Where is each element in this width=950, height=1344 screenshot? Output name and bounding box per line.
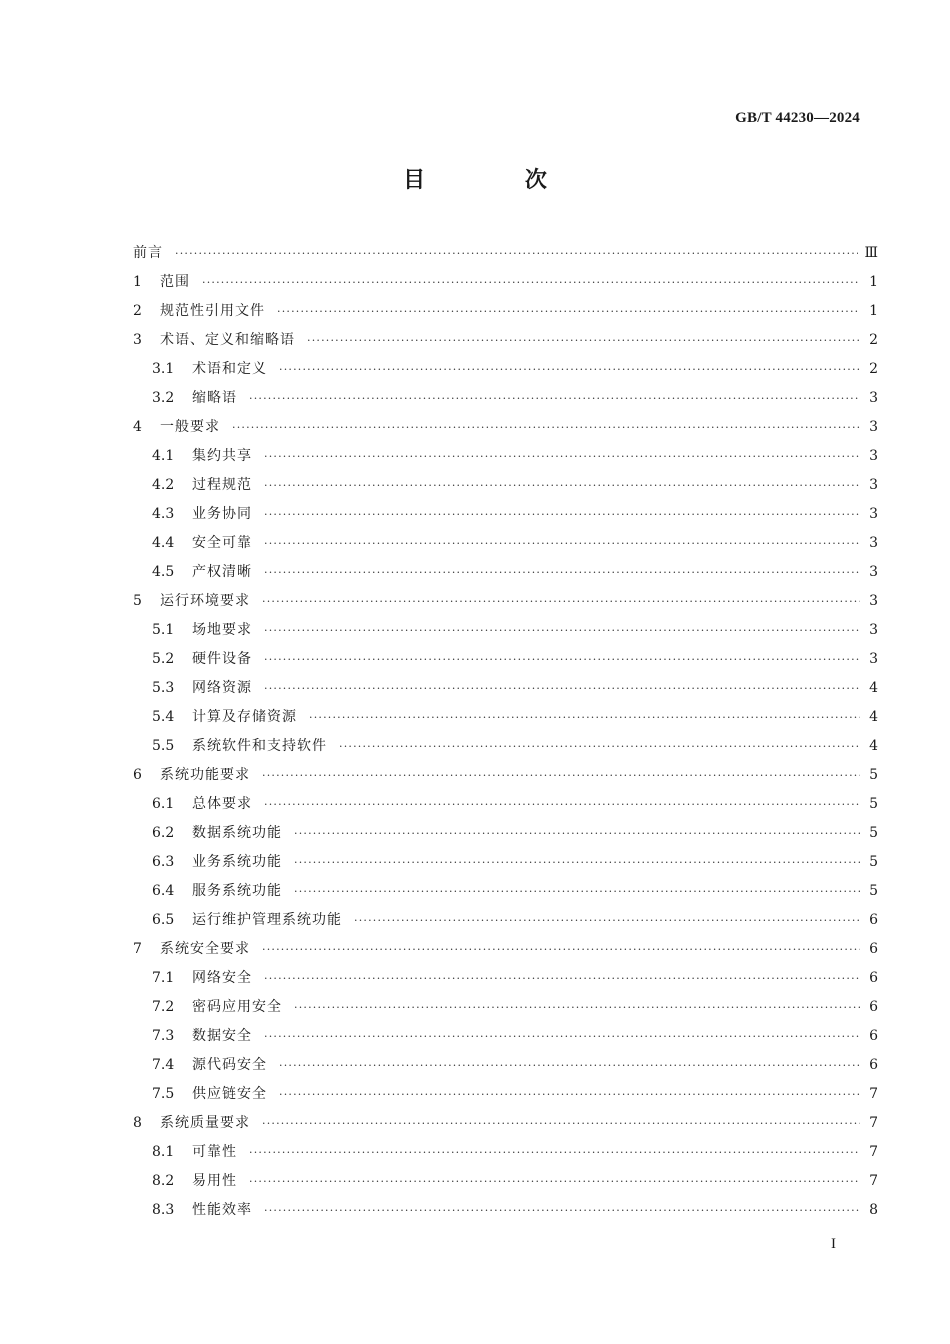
dot-leader	[279, 1051, 860, 1080]
toc-entry-label: 术语和定义	[192, 361, 267, 377]
toc-entry-label: 计算及存储资源	[192, 709, 297, 725]
toc-entry-page: 2	[869, 361, 878, 377]
toc-entry-label: 运行维护管理系统功能	[192, 912, 342, 928]
toc-entry[interactable]	[133, 355, 878, 384]
dot-leader	[294, 819, 860, 848]
toc-entry[interactable]	[133, 645, 878, 674]
toc-entry-label: 业务系统功能	[192, 854, 282, 870]
toc-entry[interactable]	[133, 877, 878, 906]
toc-entry-label: 供应链安全	[192, 1086, 267, 1102]
toc-entry-label: 性能效率	[192, 1202, 252, 1218]
dot-leader	[339, 732, 860, 761]
toc-entry-label: 密码应用安全	[192, 999, 282, 1015]
toc-entry-number: 6.4	[152, 883, 175, 899]
toc-entry[interactable]	[133, 993, 878, 1022]
dot-leader	[249, 384, 860, 413]
toc-entry-page: 7	[869, 1173, 878, 1189]
toc-entry-number: 7.2	[152, 999, 175, 1015]
toc-entry-number: 4.3	[152, 506, 175, 522]
toc-entry-number: 5.2	[152, 651, 175, 667]
toc-entry-page: 3	[869, 535, 878, 551]
toc-entry[interactable]	[133, 674, 878, 703]
toc-entry-page: 4	[869, 738, 878, 754]
toc-entry-page: 3	[869, 593, 878, 609]
toc-entry-number: 3.2	[152, 390, 175, 406]
toc-entry[interactable]	[133, 703, 878, 732]
toc-entry-page: 4	[869, 709, 878, 725]
toc-entry[interactable]	[133, 1080, 878, 1109]
dot-leader	[264, 1196, 860, 1225]
toc-entry-page: 8	[869, 1202, 878, 1218]
toc-entry[interactable]	[133, 1138, 878, 1167]
toc-entry-label: 安全可靠	[192, 535, 252, 551]
toc-entry-label: 缩略语	[192, 390, 237, 406]
toc-entry-page: 5	[869, 825, 878, 841]
dot-leader	[262, 587, 860, 616]
toc-entry-label: 数据系统功能	[192, 825, 282, 841]
dot-leader	[264, 1022, 860, 1051]
toc-entry-label: 前言	[133, 245, 163, 261]
toc-entry-page: 3	[869, 506, 878, 522]
dot-leader	[294, 848, 860, 877]
toc-entry[interactable]	[133, 1022, 878, 1051]
toc-entry-number: 8.3	[152, 1202, 175, 1218]
toc-entry-label: 产权清晰	[192, 564, 252, 580]
toc-entry[interactable]	[133, 413, 878, 442]
toc-entry-label: 系统软件和支持软件	[192, 738, 327, 754]
toc-entry-page: 3	[869, 390, 878, 406]
toc-entry[interactable]	[133, 558, 878, 587]
toc-entry-label: 术语、定义和缩略语	[160, 332, 295, 348]
dot-leader	[264, 645, 860, 674]
toc-entry-label: 系统安全要求	[160, 941, 250, 957]
toc-entry-page: 3	[869, 477, 878, 493]
toc-entry-page: 5	[869, 854, 878, 870]
toc-entry-label: 总体要求	[192, 796, 252, 812]
toc-entry[interactable]	[133, 1051, 878, 1080]
dot-leader	[264, 500, 860, 529]
toc-entry-label: 场地要求	[192, 622, 252, 638]
toc-entry[interactable]	[133, 935, 878, 964]
toc-entry-page: 1	[869, 274, 878, 290]
toc-entry-number: 5.3	[152, 680, 175, 696]
dot-leader	[249, 1138, 860, 1167]
toc-entry-label: 系统功能要求	[160, 767, 250, 783]
toc-entry[interactable]	[133, 1196, 878, 1225]
toc-entry-number: 6.5	[152, 912, 175, 928]
toc-entry-label: 网络资源	[192, 680, 252, 696]
dot-leader	[307, 326, 860, 355]
toc-entry-page: 3	[869, 651, 878, 667]
toc-entry-number: 1	[133, 274, 142, 290]
dot-leader	[262, 935, 860, 964]
toc-entry[interactable]	[133, 732, 878, 761]
toc-entry-number: 5.1	[152, 622, 175, 638]
toc-entry[interactable]	[133, 906, 878, 935]
toc-entry[interactable]	[133, 239, 878, 268]
toc-entry-number: 5.4	[152, 709, 175, 725]
toc-entry[interactable]	[133, 616, 878, 645]
toc-entry-label: 硬件设备	[192, 651, 252, 667]
dot-leader	[175, 239, 858, 268]
toc-entry-page: 5	[869, 883, 878, 899]
toc-entry-number: 5	[133, 593, 142, 609]
toc-entry-page: 3	[869, 622, 878, 638]
toc-entry-number: 7	[133, 941, 142, 957]
toc-entry-page: 6	[869, 1057, 878, 1073]
toc-entry-page: 6	[869, 970, 878, 986]
toc-entry-number: 6.2	[152, 825, 175, 841]
toc-title: 目 次	[403, 168, 593, 193]
toc-entry-label: 范围	[160, 274, 190, 290]
toc-entry-label: 一般要求	[160, 419, 220, 435]
toc-entry-number: 7.1	[152, 970, 175, 986]
dot-leader	[277, 297, 860, 326]
dot-leader	[264, 558, 860, 587]
toc-entry-number: 4.1	[152, 448, 175, 464]
toc-entry-number: 7.5	[152, 1086, 175, 1102]
toc-entry[interactable]	[133, 964, 878, 993]
toc-entry-number: 5.5	[152, 738, 175, 754]
toc-entry-number: 4	[133, 419, 142, 435]
dot-leader	[249, 1167, 860, 1196]
page-number: I	[831, 1236, 836, 1252]
toc-entry[interactable]	[133, 326, 878, 355]
dot-leader	[264, 790, 860, 819]
toc-entry-page: 6	[869, 941, 878, 957]
toc-entry-label: 服务系统功能	[192, 883, 282, 899]
toc-entry[interactable]	[133, 384, 878, 413]
dot-leader	[294, 877, 860, 906]
toc-entry[interactable]	[133, 848, 878, 877]
toc-entry[interactable]	[133, 790, 878, 819]
toc-entry-number: 7.4	[152, 1057, 175, 1073]
dot-leader	[354, 906, 860, 935]
toc-entry[interactable]	[133, 442, 878, 471]
toc-entry-page: 3	[869, 419, 878, 435]
toc-entry-page: 5	[869, 767, 878, 783]
toc-entry-label: 数据安全	[192, 1028, 252, 1044]
toc-entry-page: 7	[869, 1144, 878, 1160]
toc-entry-number: 2	[133, 303, 142, 319]
toc-entry-page: 7	[869, 1115, 878, 1131]
toc-entry[interactable]	[133, 819, 878, 848]
toc-entry-page: 6	[869, 999, 878, 1015]
toc-entry-number: 6.1	[152, 796, 175, 812]
dot-leader	[262, 1109, 860, 1138]
toc-entry-label: 运行环境要求	[160, 593, 250, 609]
dot-leader	[264, 964, 860, 993]
toc-entry[interactable]	[133, 1109, 878, 1138]
toc-entry[interactable]	[133, 297, 878, 326]
toc-entry-page: 3	[869, 564, 878, 580]
toc-entry-number: 8	[133, 1115, 142, 1131]
toc-entry-page: 6	[869, 1028, 878, 1044]
toc-entry-page: 6	[869, 912, 878, 928]
dot-leader	[264, 616, 860, 645]
toc-list	[133, 239, 878, 1225]
toc-entry-number: 3.1	[152, 361, 175, 377]
toc-entry-number: 8.2	[152, 1173, 175, 1189]
toc-entry[interactable]	[133, 761, 878, 790]
toc-entry[interactable]	[133, 587, 878, 616]
toc-entry-page: 7	[869, 1086, 878, 1102]
dot-leader	[279, 355, 860, 384]
toc-entry-label: 规范性引用文件	[160, 303, 265, 319]
toc-entry-number: 4.4	[152, 535, 175, 551]
toc-entry-number: 7.3	[152, 1028, 175, 1044]
toc-entry-label: 网络安全	[192, 970, 252, 986]
dot-leader	[232, 413, 860, 442]
toc-entry[interactable]	[133, 1167, 878, 1196]
toc-entry-number: 4.5	[152, 564, 175, 580]
toc-entry[interactable]	[133, 268, 878, 297]
toc-entry-number: 6	[133, 767, 142, 783]
toc-entry-number: 4.2	[152, 477, 175, 493]
dot-leader	[202, 268, 860, 297]
dot-leader	[264, 471, 860, 500]
toc-entry[interactable]	[133, 500, 878, 529]
toc-entry-label: 可靠性	[192, 1144, 237, 1160]
dot-leader	[309, 703, 860, 732]
toc-entry-page: Ⅲ	[864, 245, 878, 261]
standard-code: GB/T 44230—2024	[735, 110, 860, 126]
toc-entry-label: 过程规范	[192, 477, 252, 493]
toc-entry-number: 8.1	[152, 1144, 175, 1160]
toc-entry[interactable]	[133, 471, 878, 500]
dot-leader	[294, 993, 860, 1022]
toc-entry-number: 3	[133, 332, 142, 348]
toc-entry-label: 系统质量要求	[160, 1115, 250, 1131]
toc-entry-page: 1	[869, 303, 878, 319]
toc-entry[interactable]	[133, 529, 878, 558]
dot-leader	[262, 761, 860, 790]
toc-entry-label: 易用性	[192, 1173, 237, 1189]
toc-entry-label: 集约共享	[192, 448, 252, 464]
toc-entry-number: 6.3	[152, 854, 175, 870]
dot-leader	[264, 442, 860, 471]
toc-entry-label: 源代码安全	[192, 1057, 267, 1073]
toc-entry-label: 业务协同	[192, 506, 252, 522]
dot-leader	[279, 1080, 860, 1109]
dot-leader	[264, 529, 860, 558]
toc-entry-page: 3	[869, 448, 878, 464]
toc-entry-page: 4	[869, 680, 878, 696]
toc-entry-page: 2	[869, 332, 878, 348]
toc-entry-page: 5	[869, 796, 878, 812]
dot-leader	[264, 674, 860, 703]
